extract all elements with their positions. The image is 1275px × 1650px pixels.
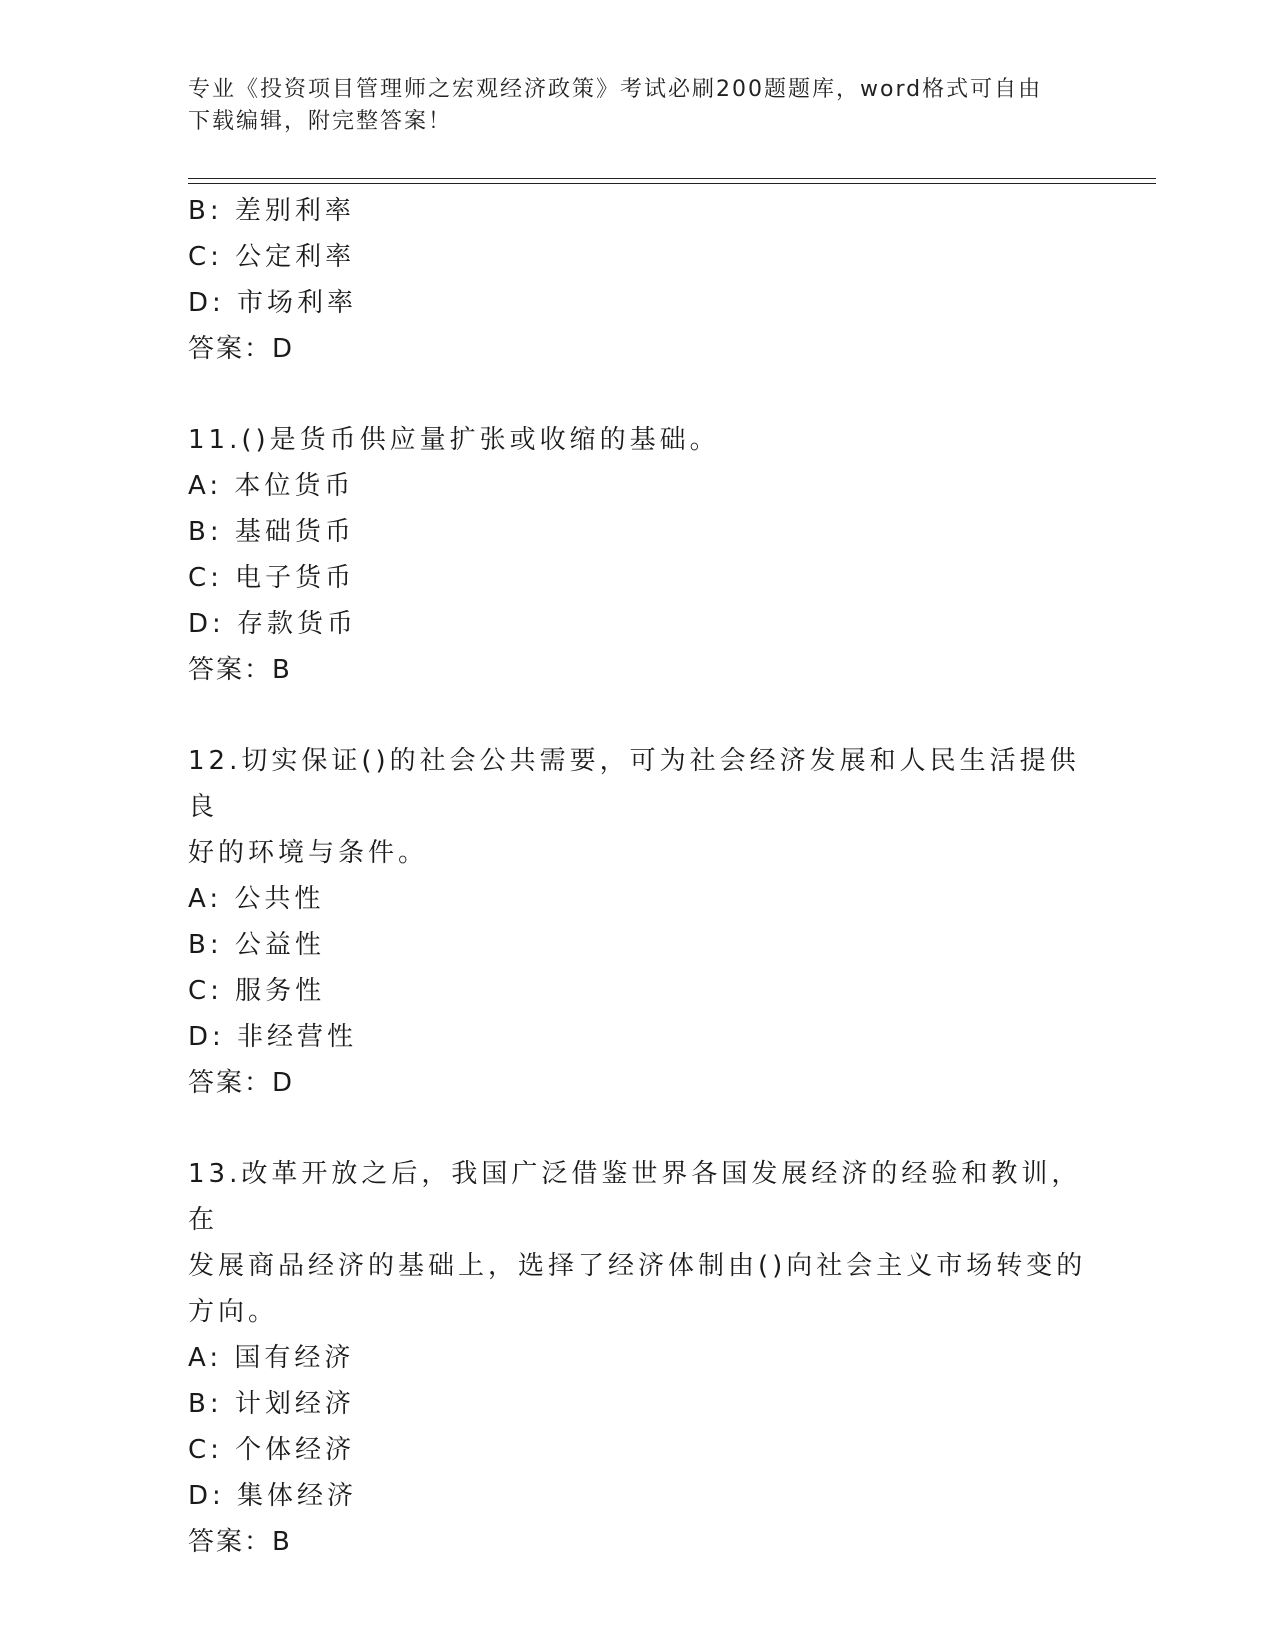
option-b: B: 差别利率 <box>188 196 355 226</box>
question-list <box>188 188 1088 1565</box>
answer-line: 答案：D <box>188 334 295 364</box>
option-a: A: 本位货币 <box>188 471 355 501</box>
option-c: C: 个体经济 <box>188 1435 356 1465</box>
question-text-line-2: 好的环境与条件。 <box>188 838 429 868</box>
option-d: D: 非经营性 <box>188 1022 358 1052</box>
question-text-line-1: 13.改革开放之后，我国广泛借鉴世界各国发展经济的经验和教训，在 <box>188 1159 1082 1235</box>
question-text-line-3: 方向。 <box>188 1297 279 1327</box>
option-a: A: 国有经济 <box>188 1343 355 1373</box>
option-d: D: 市场利率 <box>188 288 358 318</box>
option-c: C: 服务性 <box>188 976 326 1006</box>
document-header <box>188 74 1078 138</box>
option-b: B: 基础货币 <box>188 517 355 547</box>
question-11 <box>188 417 1088 693</box>
option-b: B: 公益性 <box>188 930 325 960</box>
option-a: A: 公共性 <box>188 884 325 914</box>
prev-question-block <box>188 188 1088 372</box>
header-line-1: 专业《投资项目管理师之宏观经济政策》考试必刷200题题库，word格式可自由 <box>188 77 1043 102</box>
answer-line: 答案：B <box>188 655 292 685</box>
question-13 <box>188 1151 1088 1565</box>
answer-line: 答案：B <box>188 1527 292 1557</box>
question-12 <box>188 738 1088 1106</box>
option-b: B: 计划经济 <box>188 1389 355 1419</box>
question-text-line-1: 12.切实保证()的社会公共需要，可为社会经济发展和人民生活提供良 <box>188 746 1080 822</box>
option-d: D: 集体经济 <box>188 1481 358 1511</box>
option-d: D: 存款货币 <box>188 609 358 639</box>
question-text-line-2: 发展商品经济的基础上，选择了经济体制由()向社会主义市场转变的 <box>188 1251 1087 1281</box>
header-rule-bottom <box>188 183 1156 184</box>
question-text: 11.()是货币供应量扩张或收缩的基础。 <box>188 425 720 455</box>
option-c: C: 公定利率 <box>188 242 356 272</box>
header-rule-top <box>188 178 1156 179</box>
answer-line: 答案：D <box>188 1068 295 1098</box>
header-line-2: 下载编辑，附完整答案！ <box>188 109 453 134</box>
option-c: C: 电子货币 <box>188 563 356 593</box>
